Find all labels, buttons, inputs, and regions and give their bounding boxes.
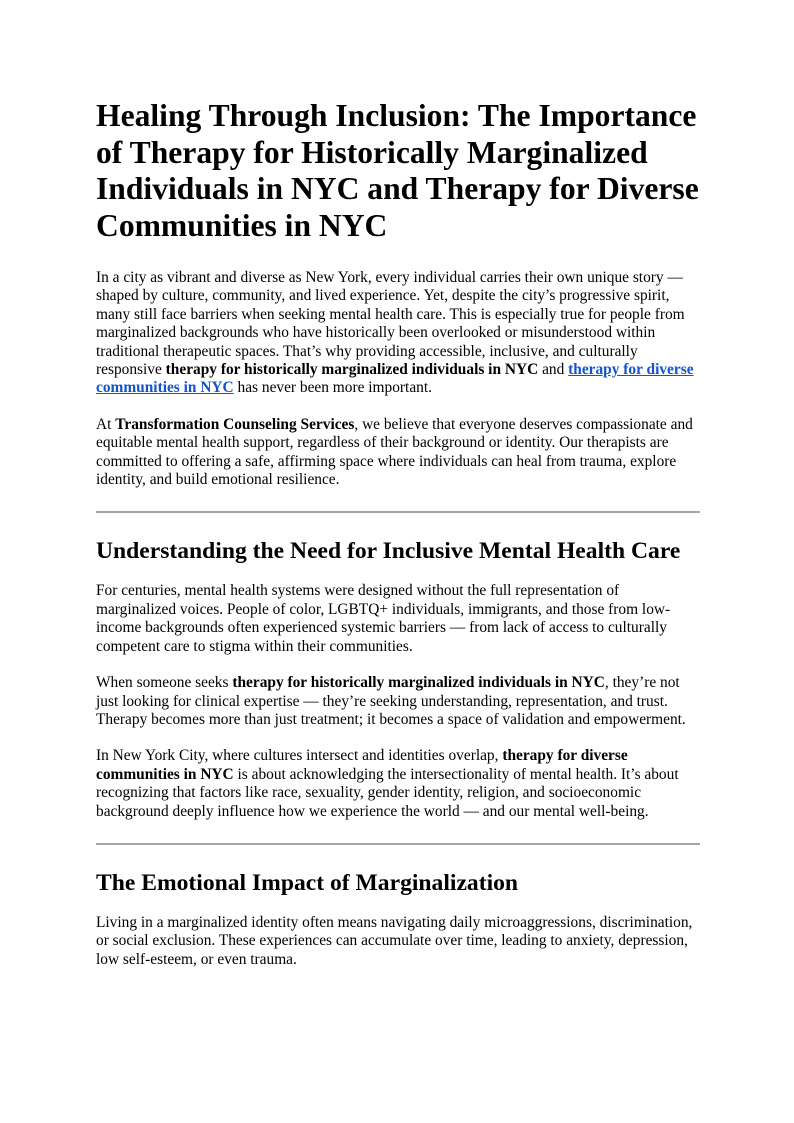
s1-p3-end: is about acknowledging the intersectionality of mental health. It’s about recognizing that factors like race, sexuality, gender identity, religion, and socioeconomic background deeply influence how we experience the world — and our mental well-being.: [96, 765, 679, 820]
section-1-paragraph-3: [96, 747, 700, 821]
intro-p1-and: and: [538, 361, 569, 379]
section-1-paragraph-2: [96, 674, 700, 729]
s1-p2-start: When someone seeks: [96, 674, 233, 692]
section-1-heading: Understanding the Need for Inclusive Mental Health Care: [96, 538, 681, 565]
intro-p1-text: In a city as vibrant and diverse as New York, every individual carries their own unique story — shaped by culture, community, and lived experience. Yet, despite the city’s progressive spirit, many still face barriers when seeking mental health care. This is especially true for people from marginalized backgrounds who have historically been overlooked or misunderstood within traditional therapeutic spaces. That’s why providing accessible, inclusive, and culturally responsive: [96, 269, 685, 379]
s1-p2-bold: therapy for historically marginalized individuals in NYC: [232, 674, 605, 692]
section-2-paragraph-1: Living in a marginalized identity often means navigating daily microaggressions, discrimination, or social exclusion. These experiences can accumulate over time, leading to anxiety, depression, low self-esteem, or even trauma.: [96, 913, 693, 968]
section-2-heading: The Emotional Impact of Marginalization: [96, 869, 519, 896]
intro-p2-start: At: [96, 415, 116, 433]
intro-paragraph-1: [96, 269, 700, 398]
section-1-paragraph-1: For centuries, mental health systems were designed without the full representation of marginalized voices. People of color, LGBTQ+ individuals, immigrants, and those from low-income backgrounds often experienced systemic barriers — from lack of access to culturally competent care to stigma within their communities.: [96, 582, 671, 655]
section-divider-1: [96, 511, 700, 513]
s1-p3-bold: therapy for diverse communities in NYC: [96, 747, 628, 783]
intro-p2-bold: Transformation Counseling Services: [115, 415, 355, 433]
s1-p2-end: , they’re not just looking for clinical expertise — they’re seeking understanding, representation, and trust. Therapy becomes more than just treatment; it becomes a space of validation and empowerment.: [96, 674, 686, 728]
intro-p2-end: , we believe that everyone deserves compassionate and equitable mental health support, regardless of their background or identity. Our therapists are committed to offering a safe, affirming space where individuals can heal from trauma, explore identity, and build emotional resilience.: [96, 415, 693, 489]
s1-p3-start: In New York City, where cultures intersect and identities overlap,: [96, 747, 503, 765]
page-title: Healing Through Inclusion: The Importance of Therapy for Historically Marginalized Individuals in NYC and Therapy for Diverse Communities in NYC: [96, 98, 699, 243]
document-page: [96, 98, 700, 987]
intro-paragraph-2: [96, 416, 700, 490]
section-divider-2: [96, 843, 700, 845]
intro-p1-bold: therapy for historically marginalized individuals in NYC: [165, 361, 539, 379]
diverse-communities-link[interactable]: therapy for diverse communities in NYC: [96, 361, 694, 397]
intro-p1-end: has never been more important.: [233, 379, 432, 397]
